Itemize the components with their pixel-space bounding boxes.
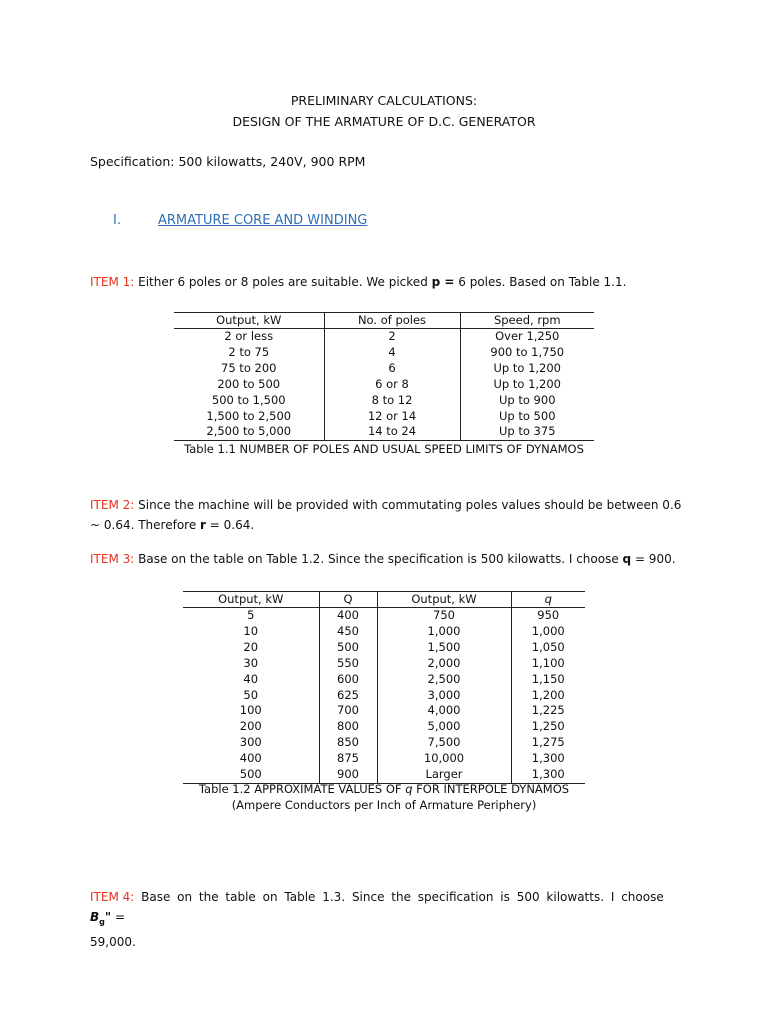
page-subtitle: DESIGN OF THE ARMATURE OF D.C. GENERATOR (232, 114, 536, 129)
item2-label: ITEM 2: (90, 498, 135, 512)
table-header: Output, kW (174, 313, 324, 329)
item4-variable: $B_g$" (90, 910, 112, 927)
item2-paragraph: ITEM 2: Since the machine will be provided with commutating poles values should be between 0.6 ~ 0.64. Therefore r = 0.64. (90, 498, 682, 532)
item4-paragraph: ITEM 4: Base on the table on Table 1.3. Since the specification is 500 kilowatts. I choose $B_g$" = 59,000. (90, 890, 664, 950)
table-header: Output, kW (183, 592, 319, 608)
table-header: Output, kW (377, 592, 511, 608)
table-row (183, 608, 585, 624)
specification: Specification: 500 kilowatts, 240V, 900 RPM (90, 154, 366, 169)
table-cell: 40 (183, 672, 319, 688)
table-cell: 600 (319, 672, 377, 688)
table-cell: 5 (183, 608, 319, 624)
table-row (183, 672, 585, 688)
poles-table (174, 312, 594, 441)
table-cell: 625 (319, 688, 377, 704)
table-cell: 5,000 (377, 719, 511, 735)
table-cell: 20 (183, 640, 319, 656)
table-cell: 950 (537, 608, 560, 622)
table-cell: Up to 900 (498, 392, 556, 407)
table-cell: 1,200 (531, 687, 565, 702)
table-cell: Up to 1,200 (493, 376, 561, 391)
table-row (174, 377, 594, 393)
table-cell: 3,000 (377, 688, 511, 704)
table-cell: 875 (319, 751, 377, 767)
table-cell: 100 (183, 703, 319, 719)
table-cell: 2,500 to 5,000 (174, 424, 324, 440)
table-cell: 500 to 1,500 (174, 393, 324, 409)
table-cell: Over 1,250 (495, 329, 560, 343)
table-cell: 2,500 (377, 672, 511, 688)
table-cell: 800 (319, 719, 377, 735)
q-values-table (183, 591, 585, 784)
section-heading[interactable]: ARMATURE CORE AND WINDING (158, 213, 368, 228)
table-cell: 550 (319, 656, 377, 672)
table-cell: 30 (183, 656, 319, 672)
table-cell: 200 to 500 (174, 377, 324, 393)
table-cell: 1,000 (377, 624, 511, 640)
table-row (183, 656, 585, 672)
table-cell: 700 (319, 703, 377, 719)
table-cell: 400 (319, 608, 377, 624)
table-cell: 10,000 (377, 751, 511, 767)
table-cell: 1,500 to 2,500 (174, 409, 324, 425)
table-row (183, 624, 585, 640)
table-cell: 2 to 75 (174, 345, 324, 361)
table-cell: 14 to 24 (324, 424, 460, 440)
table2-caption: Table 1.2 APPROXIMATE VALUES OF q FOR INTERPOLE DYNAMOS (Ampere Conductors per Inch of Armature Periphery) (198, 782, 570, 812)
table-cell: 1,300 (531, 751, 565, 766)
table-cell: 6 or 8 (324, 377, 460, 393)
page-title: PRELIMINARY CALCULATIONS: (290, 93, 478, 108)
table-cell: Up to 500 (498, 408, 556, 423)
table-cell: Up to 375 (460, 424, 594, 440)
table-cell: 1,300 (511, 767, 585, 783)
item3-variable: q (622, 552, 632, 566)
table-cell: 1,225 (531, 703, 565, 718)
table-header: Speed, rpm (460, 313, 594, 329)
table-cell: 7,500 (377, 735, 511, 751)
table-cell: Larger (377, 767, 511, 783)
table-cell: 500 (183, 767, 319, 783)
table-cell: Up to 1,200 (493, 360, 561, 375)
table-cell: 850 (319, 735, 377, 751)
table-cell: 450 (319, 624, 377, 640)
table-cell: 750 (377, 608, 511, 624)
table-row (183, 719, 585, 735)
table-header: Q (319, 592, 377, 608)
table-cell: 4,000 (377, 703, 511, 719)
table-row (183, 688, 585, 704)
table-header: No. of poles (324, 313, 460, 329)
item3-label: ITEM 3: (90, 552, 135, 566)
table-row (174, 393, 594, 409)
table-cell: 500 (319, 640, 377, 656)
table-cell: 12 or 14 (324, 409, 460, 425)
item1-paragraph: ITEM 1: Either 6 poles or 8 poles are suitable. We picked p = 6 poles. Based on Table 1.1. (90, 275, 627, 289)
table-cell: 1,150 (531, 671, 565, 686)
table-header: q (511, 592, 585, 608)
table-cell: 8 to 12 (324, 393, 460, 409)
table-cell: 900 to 1,750 (490, 344, 565, 359)
table-row (174, 345, 594, 361)
item4-label: ITEM 4: (90, 890, 135, 904)
table-row (174, 361, 594, 377)
table-cell: 900 (319, 767, 377, 783)
table-row (183, 640, 585, 656)
table-cell: 200 (183, 719, 319, 735)
table-cell: 2,000 (377, 656, 511, 672)
table-cell: 2 (324, 329, 460, 345)
section-number: I. (113, 213, 121, 228)
table-cell: 1,000 (531, 623, 565, 638)
table-cell: 50 (183, 688, 319, 704)
table-row (174, 424, 594, 440)
table-cell: 75 to 200 (174, 361, 324, 377)
table-cell: 1,500 (377, 640, 511, 656)
table-row (174, 409, 594, 425)
item2-variable: r (200, 518, 206, 532)
table-cell: 300 (183, 735, 319, 751)
table-cell: 400 (183, 751, 319, 767)
table-row (174, 329, 594, 345)
table-cell: 1,275 (531, 735, 565, 750)
table-cell: 1,250 (531, 719, 565, 734)
table-cell: 1,050 (531, 639, 565, 654)
table-row (183, 751, 585, 767)
table-cell: 4 (324, 345, 460, 361)
table-cell: 6 (324, 361, 460, 377)
table-cell: 1,100 (531, 655, 565, 670)
item3-paragraph: ITEM 3: Base on the table on Table 1.2. Since the specification is 500 kilowatts. I choose q = 900. (90, 552, 676, 566)
table-cell: 2 or less (174, 329, 324, 345)
table-cell: 10 (183, 624, 319, 640)
table-row (183, 703, 585, 719)
table1-caption: Table 1.1 NUMBER OF POLES AND USUAL SPEED LIMITS OF DYNAMOS (184, 442, 584, 456)
item1-label: ITEM 1: (90, 275, 135, 289)
table-row (183, 735, 585, 751)
item1-variable: p = (431, 275, 455, 289)
